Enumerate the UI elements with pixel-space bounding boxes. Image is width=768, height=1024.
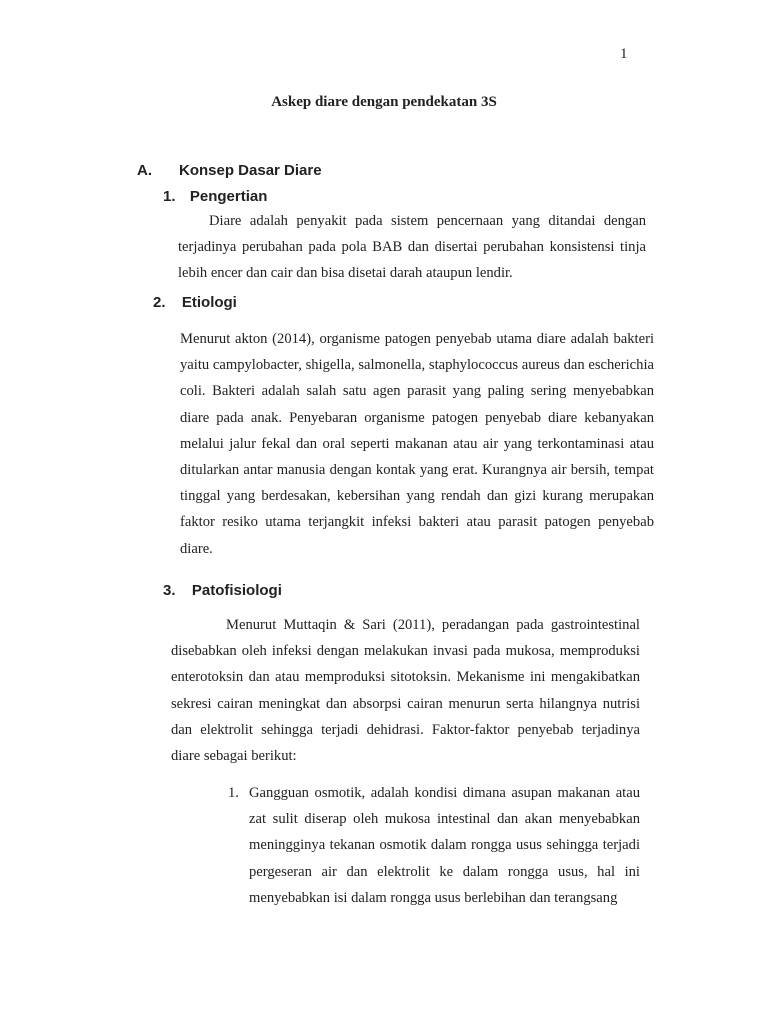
subsection-2-paragraph [180, 326, 654, 562]
subsection-2-heading [153, 294, 237, 311]
subsection-1-label: 1. [163, 188, 176, 205]
section-a-title: Konsep Dasar Diare [179, 162, 322, 179]
list-item-1 [249, 780, 640, 911]
subsection-2-title: Etiologi [181, 294, 237, 311]
subsection-2-label: 2. [153, 294, 166, 311]
page-number: 1 [620, 46, 628, 62]
subsection-3-title: Patofisiologi [191, 582, 282, 599]
list-item-1-text: Gangguan osmotik, adalah kondisi dimana asupan makanan atau zat sulit diserap oleh mukosa intestinal dan akan menyebabkan meningginya tekanan osmotik dalam rongga usus sehingga terjadi pergeseran air dan elektrolit ke dalam rongga usus, hal ini menyebabkan isi dalam rongga usus berlebihan dan terangsang [249, 785, 640, 906]
subsection-1-title: Pengertian [189, 188, 268, 205]
subsection-3-label: 3. [163, 582, 176, 599]
subsection-3-heading [163, 582, 282, 599]
subsection-1-text: Diare adalah penyakit pada sistem pencernaan yang ditandai dengan terjadinya perubahan pada pola BAB dan disertai perubahan konsistensi tinja lebih encer dan cair dan bisa disetai darah ataupun lendir. [178, 213, 646, 282]
subsection-1-paragraph [178, 208, 646, 287]
subsection-3-text: Menurut Muttaqin & Sari (2011), peradangan pada gastrointestinal disebabkan oleh infeksi dengan melakukan invasi pada mukosa, memproduksi enterotoksin dan atau memproduksi sitotoksin. Mekanisme ini mengakibatkan sekresi cairan meningkat dan absorpsi cairan menurun serta hilangnya nutrisi dan elektrolit sehingga terjadi dehidrasi. Faktor-faktor penyebab terjadinya diare sebagai berikut: [171, 617, 640, 765]
list-item-1-label: 1. [228, 785, 239, 801]
document-title: Askep diare dengan pendekatan 3S [271, 94, 497, 110]
subsection-3-paragraph [171, 612, 640, 769]
section-a-label: A. [137, 162, 152, 179]
subsection-1-heading [163, 188, 267, 205]
subsection-2-text: Menurut akton (2014), organisme patogen penyebab utama diare adalah bakteri yaitu campylobacter, shigella, salmonella, staphylococcus aureus dan escherichia coli. Bakteri adalah salah satu agen parasit yang paling sering menyebabkan diare pada anak. Penyebaran organisme patogen penyebab diare kebanyakan melalui jalur fekal dan oral seperti makanan atau air yang terkontaminasi atau ditularkan antar manusia dengan kontak yang erat. Kurangnya air bersih, tempat tinggal yang berdesakan, kebersihan yang rendah dan gizi kurang merupakan faktor resiko utama terjangkit infeksi bakteri atau parasit patogen penyebab diare. [180, 331, 654, 557]
